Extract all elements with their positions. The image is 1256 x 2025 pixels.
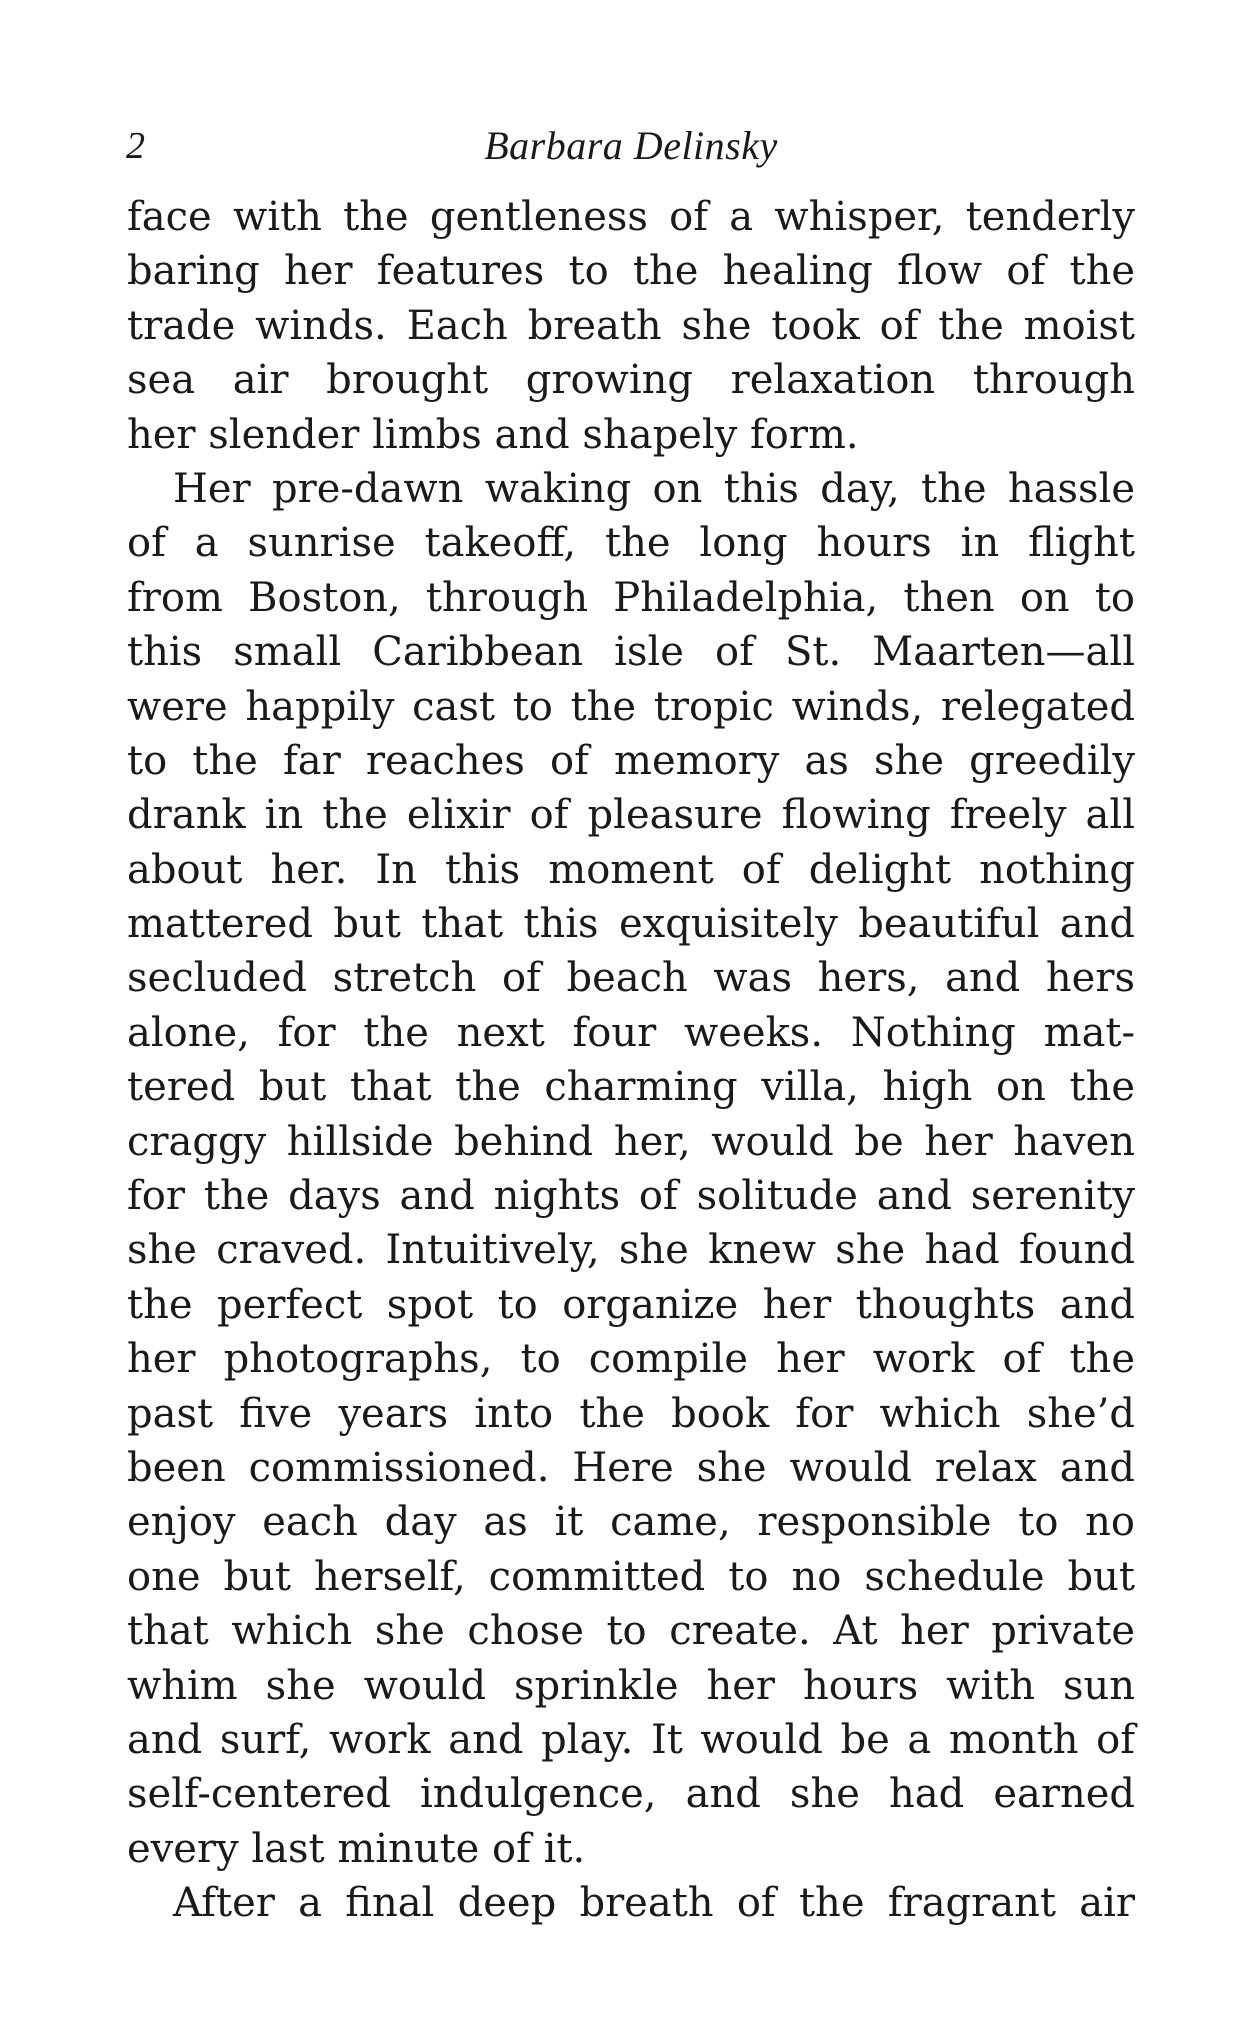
text-line: After a final deep breath of the fragrant air	[173, 1880, 1135, 1927]
text-line: about her. In this moment of delight nothing	[127, 846, 1135, 893]
text-line: were happily cast to the tropic winds, relegated	[127, 683, 1135, 730]
text-line: the perfect spot to organize her thoughts and	[127, 1281, 1135, 1328]
text-line: this small Caribbean isle of St. Maarten—all	[127, 629, 1135, 676]
text-line: to the far reaches of memory as she greedily	[127, 737, 1135, 784]
text-line: mattered but that this exquisitely beautiful and	[127, 901, 1135, 948]
text-line: one but herself, committed to no schedule but	[127, 1553, 1135, 1600]
text-line: baring her features to the healing flow of the	[127, 248, 1135, 295]
text-line: enjoy each day as it came, responsible to no	[127, 1499, 1135, 1546]
page-number: 2	[126, 125, 145, 167]
text-line: tered but that the charming villa, high on the	[127, 1064, 1135, 1111]
text-line: from Boston, through Philadelphia, then on to	[127, 574, 1135, 621]
text-line: for the days and nights of solitude and serenity	[127, 1173, 1135, 1220]
text-line: she craved. Intuitively, she knew she had found	[127, 1227, 1135, 1274]
text-line: that which she chose to create. At her private	[127, 1608, 1135, 1655]
text-line: drank in the elixir of pleasure flowing freely all	[127, 792, 1135, 839]
text-line: and surf, work and play. It would be a month of	[127, 1716, 1135, 1763]
text-line: of a sunrise takeoff, the long hours in flight	[127, 520, 1135, 567]
text-line: every last minute of it.	[127, 1825, 586, 1872]
text-line: secluded stretch of beach was hers, and hers	[127, 955, 1135, 1002]
body-text	[127, 190, 1135, 1931]
text-line: past five years into the book for which she’d	[127, 1390, 1135, 1437]
text-line: face with the gentleness of a whisper, tenderly	[127, 194, 1135, 240]
text-line: her slender limbs and shapely form.	[127, 411, 859, 458]
running-header	[126, 122, 1136, 170]
text-line: trade winds. Each breath she took of the moist	[127, 302, 1135, 349]
text-line: been commissioned. Here she would relax and	[127, 1444, 1135, 1491]
text-line: Her pre-dawn waking on this day, the hassle	[173, 465, 1135, 512]
text-line: craggy hillside behind her, would be her haven	[127, 1118, 1135, 1165]
text-line: sea air brought growing relaxation through	[127, 357, 1135, 404]
text-line: whim she would sprinkle her hours with sun	[127, 1662, 1135, 1709]
text-line: her photographs, to compile her work of the	[127, 1336, 1135, 1383]
running-title: Barbara Delinsky	[484, 123, 778, 168]
text-line: self-centered indulgence, and she had earned	[127, 1771, 1135, 1818]
text-line: alone, for the next four weeks. Nothing mat-	[127, 1009, 1135, 1056]
